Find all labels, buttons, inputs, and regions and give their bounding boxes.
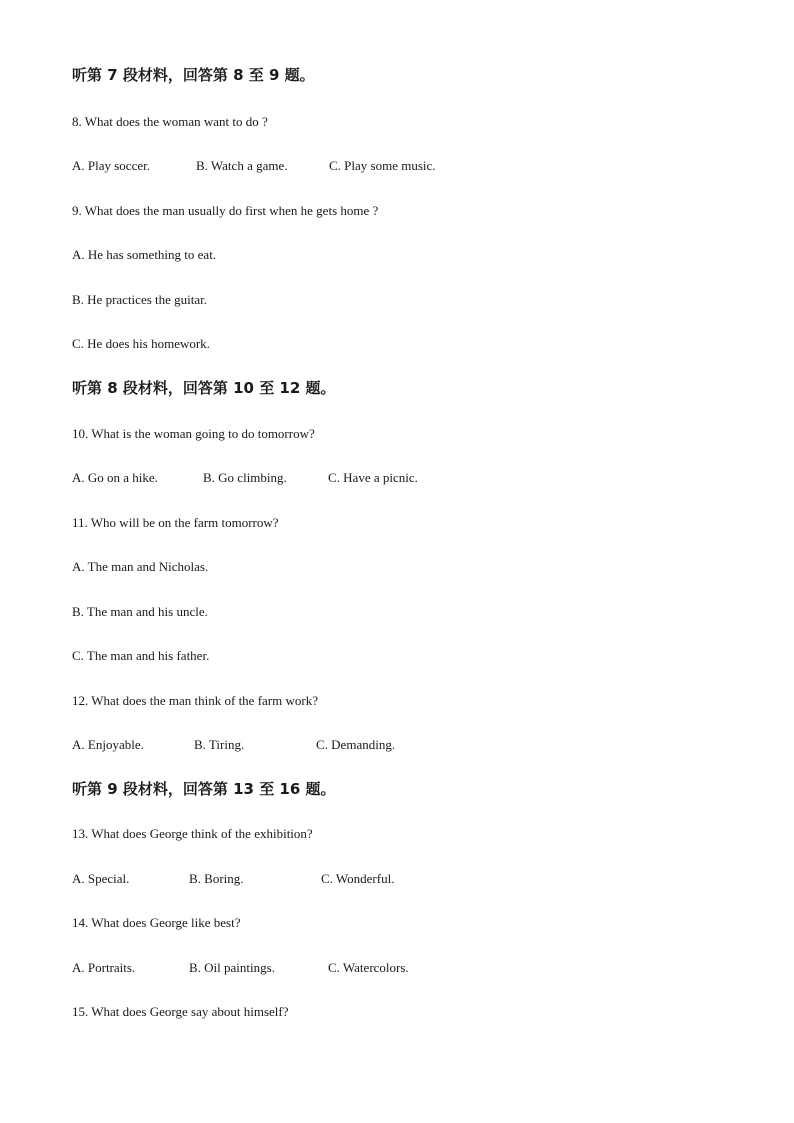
question-text: 15. What does George say about himself? <box>72 1004 289 1019</box>
question-text: 9. What does the man usually do first when he gets home ? <box>72 203 379 218</box>
question-text: 10. What is the woman going to do tomorrow? <box>72 426 315 441</box>
option: B. Oil paintings. <box>189 960 275 975</box>
question-text: 14. What does George like best? <box>72 915 241 930</box>
option: B. Tiring. <box>194 737 245 752</box>
question-text: 12. What does the man think of the farm work? <box>72 693 318 708</box>
option: A. Play soccer. <box>72 158 150 173</box>
option: A. Portraits. <box>72 960 136 975</box>
option: A. Special. <box>72 871 130 886</box>
question-text: 8. What does the woman want to do ? <box>72 114 268 129</box>
options-row <box>72 736 395 754</box>
option: C. He does his homework. <box>72 336 210 351</box>
option: B. He practices the guitar. <box>72 292 208 307</box>
section-heading: 听第 7 段材料，回答第 8 至 9 题。 <box>72 66 315 84</box>
option: C. Watercolors. <box>328 960 409 975</box>
option: C. The man and his father. <box>72 648 210 663</box>
option: A. Enjoyable. <box>72 737 144 752</box>
question-text: 13. What does George think of the exhibition? <box>72 826 313 841</box>
option: B. Go climbing. <box>203 470 287 485</box>
options-row <box>72 157 436 175</box>
option: C. Play some music. <box>329 158 436 173</box>
option: A. Go on a hike. <box>72 470 158 485</box>
section-heading: 听第 8 段材料，回答第 10 至 12 题。 <box>72 379 336 397</box>
option: A. He has something to eat. <box>72 247 217 262</box>
options-row <box>72 469 418 487</box>
options-row <box>72 959 409 977</box>
option: C. Wonderful. <box>321 871 395 886</box>
option: C. Demanding. <box>316 737 396 752</box>
option: C. Have a picnic. <box>328 470 418 485</box>
question-text: 11. Who will be on the farm tomorrow? <box>72 515 279 530</box>
option: A. The man and Nicholas. <box>72 559 209 574</box>
option: B. The man and his uncle. <box>72 604 208 619</box>
option: B. Boring. <box>189 871 244 886</box>
option: B. Watch a game. <box>196 158 288 173</box>
options-row <box>72 870 394 888</box>
section-heading: 听第 9 段材料，回答第 13 至 16 题。 <box>72 780 336 798</box>
